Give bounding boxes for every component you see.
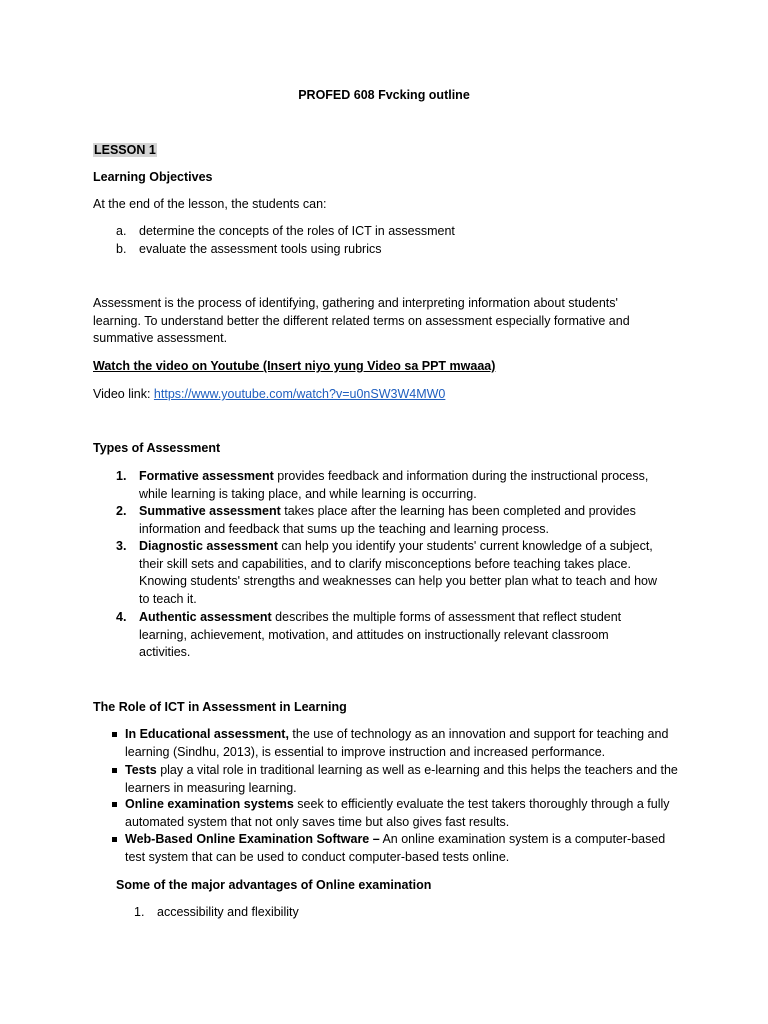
lesson-label-row [93,142,683,160]
type-term: Authentic assessment [139,610,272,624]
list-marker: 4. [116,610,127,624]
objectives-heading: Learning Objectives [93,170,213,184]
type-text: can help you identify your students' current knowledge of a subject, their skill sets and capabilities, and to clarify misconceptions before teaching takes place. Knowing students' strengths and weaknesses can help you better plan what to teach and how to teach it. [139,539,657,606]
ict-term: Web-Based Online Examination Software – [125,832,380,846]
list-item [116,609,676,662]
advantages-heading: Some of the major advantages of Online examination [116,878,432,892]
list-marker: b. [116,242,127,256]
list-item [116,468,676,503]
list-marker: 1. [134,905,145,919]
ict-heading: The Role of ICT in Assessment in Learning [93,700,347,714]
list-item-text: determine the concepts of the roles of ICT in assessment [139,224,455,238]
square-bullet-icon [112,837,117,842]
video-link[interactable]: https://www.youtube.com/watch?v=u0nSW3W4MW0 [153,387,446,401]
list-item [112,726,682,761]
ict-term: Online examination systems [125,797,294,811]
video-instruction: Watch the video on Youtube (Insert niyo yung Video sa PPT mwaaa) [93,359,496,373]
ict-text: An online examination system is a computer-based test system that can be used to conduct computer-based tests online. [125,832,666,864]
type-term: Summative assessment [139,504,281,518]
types-heading: Types of Assessment [93,441,221,455]
assessment-paragraph: Assessment is the process of identifying, gathering and interpreting information about students' learning. To understand better the different related terms on assessment especially formative and summative assessment. [93,296,630,345]
video-link-row [93,386,683,404]
square-bullet-icon [112,732,117,737]
ict-text: seek to efficiently evaluate the test takers thoroughly through a fully automated system that not only saves time but also gives fast results. [125,797,670,829]
video-link-label: Video link: [93,387,154,401]
ict-term: Tests [125,763,157,777]
list-marker: 2. [116,504,127,518]
type-term: Formative assessment [139,469,274,483]
lesson-label: LESSON 1 [94,143,156,157]
list-marker: 1. [116,469,127,483]
list-item [112,831,682,866]
list-item [116,538,676,608]
list-item [112,762,682,797]
ict-text: play a vital role in traditional learning as well as e-learning and this helps the teachers and the learners in measuring learning. [125,763,678,795]
list-item-text: accessibility and flexibility [157,905,299,919]
type-text: provides feedback and information during the instructional process, while learning is taking place, and while learning is occurring. [139,469,649,501]
list-item [112,796,682,831]
ict-text: the use of technology as an innovation and support for teaching and learning (Sindhu, 2013), is essential to improve instruction and increased performance. [125,727,669,759]
list-item-text: evaluate the assessment tools using rubrics [139,242,382,256]
square-bullet-icon [112,802,117,807]
type-term: Diagnostic assessment [139,539,278,553]
objectives-intro: At the end of the lesson, the students can: [93,197,327,211]
type-text: describes the multiple forms of assessment that reflect student learning, achievement, motivation, and attitudes on instructionally relevant classroom activities. [139,610,622,659]
list-item [116,503,676,538]
ict-term: In Educational assessment, [125,727,289,741]
list-marker: 3. [116,539,127,553]
square-bullet-icon [112,768,117,773]
type-text: takes place after the learning has been completed and provides information and feedback that sums up the teaching and learning process. [139,504,636,536]
document-title: PROFED 608 Fvcking outline [298,88,470,102]
list-marker: a. [116,224,127,238]
